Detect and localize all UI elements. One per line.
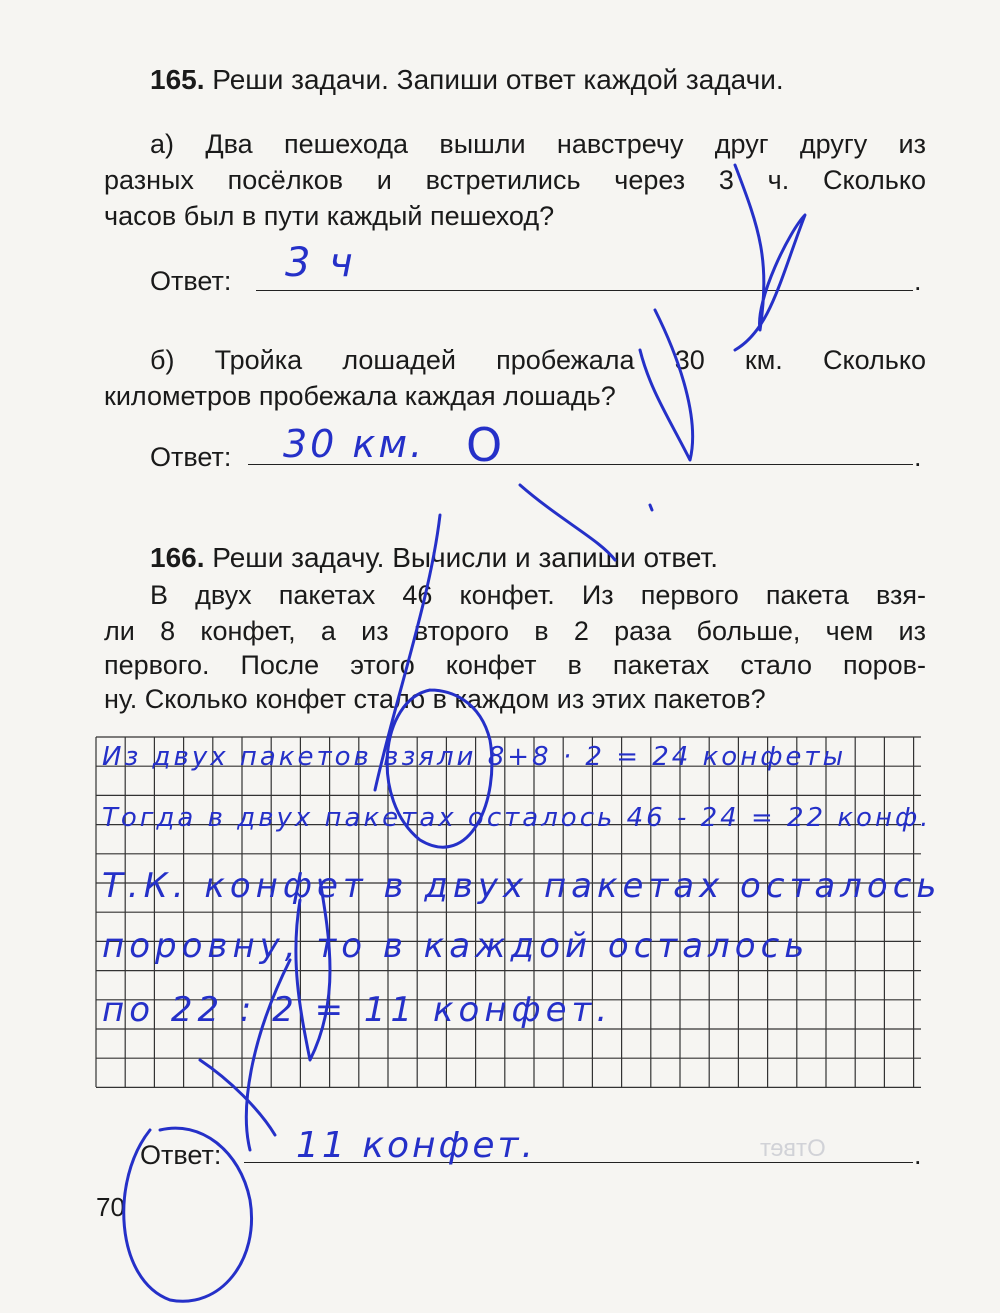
task165b-circle-mark: O bbox=[466, 418, 506, 472]
task165b-line-1: б) Тройка лошадей пробежала 30 км. Сколько bbox=[150, 345, 926, 375]
task165b-answer-label: Ответ: bbox=[150, 442, 232, 472]
page-number: 70 bbox=[96, 1192, 125, 1222]
solution-line-1: Из двух пакетов взяли 8+8 · 2 = 24 конфеты bbox=[102, 742, 847, 772]
task165a-line-1: а) Два пешехода вышли навстречу друг другу из bbox=[150, 129, 926, 159]
checkmark-scribble-3 bbox=[520, 485, 652, 560]
task166-line-1: В двух пакетах 46 конфет. Из первого пакета взя- bbox=[150, 580, 926, 610]
task165b-answer-period: . bbox=[914, 442, 922, 472]
solution-line-4: поровну, то в каждой осталось bbox=[102, 926, 810, 966]
task165b-line-2: километров пробежала каждая лошадь? bbox=[104, 381, 616, 411]
task166-line-2: ли 8 конфет, а из второго в 2 раза больше, чем из bbox=[104, 616, 926, 646]
task166-line-3: первого. После этого конфет в пакетах стало поров- bbox=[104, 650, 926, 680]
task165b-handwritten-answer: 30 км. bbox=[283, 422, 426, 466]
task165-title: Реши задачи. Запиши ответ каждой задачи. bbox=[212, 64, 784, 95]
checkmark-scribble-2 bbox=[640, 310, 693, 460]
bleed-through-text: Ответ bbox=[760, 1135, 826, 1162]
task165a-line-3: часов был в пути каждый пешеход? bbox=[104, 201, 555, 231]
task165a-line-2: разных посёлков и встретились через 3 ч. Сколько bbox=[104, 165, 926, 195]
task165a-answer-label: Ответ: bbox=[150, 266, 232, 296]
task165-number: 165. bbox=[150, 64, 205, 95]
task166-title: Реши задачу. Вычисли и запиши ответ. bbox=[212, 542, 719, 573]
task166-handwritten-answer: 11 конфет. bbox=[296, 1125, 536, 1166]
task166-answer-label: Ответ: bbox=[140, 1140, 222, 1170]
task166-number: 166. bbox=[150, 542, 205, 573]
solution-line-2: Тогда в двух пакетах осталось 46 - 24 = 22 конф. bbox=[102, 803, 932, 833]
loop-scribble-bottom bbox=[124, 1060, 275, 1301]
checkmark-scribble-1 bbox=[735, 165, 805, 350]
big-stroke-down bbox=[375, 515, 440, 790]
solution-line-5: по 22 : 2 = 11 конфет. bbox=[102, 990, 613, 1030]
circle-scribble-middle bbox=[387, 690, 492, 847]
task166-line-4: ну. Сколько конфет стало в каждом из этих пакетов? bbox=[104, 684, 766, 714]
check-scribble-grid bbox=[246, 880, 330, 1150]
task165a-handwritten-answer: 3 ч bbox=[285, 240, 356, 286]
task166-answer-period: . bbox=[914, 1140, 922, 1170]
task165a-answer-period: . bbox=[914, 266, 922, 296]
solution-line-3: Т.К. конфет в двух пакетах осталось bbox=[102, 866, 942, 906]
